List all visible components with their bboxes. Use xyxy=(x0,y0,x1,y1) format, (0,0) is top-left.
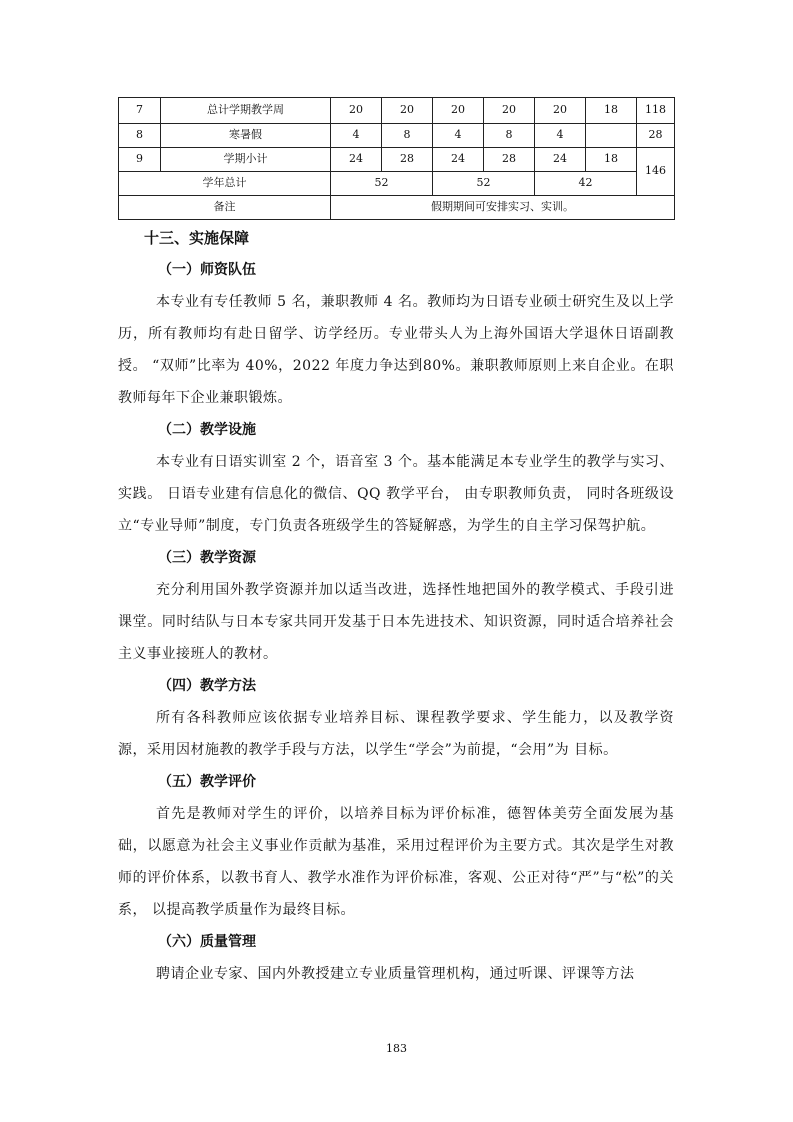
subsection-title: （五）教学评价 xyxy=(158,774,256,790)
cell-value: 28 xyxy=(382,148,433,172)
subsection-title: （二）教学设施 xyxy=(158,422,256,438)
paragraph: 本专业有日语实训室 2 个，语音室 3 个。基本能满足本专业学生的教学与实习、实践。 日语专业建有信息化的微信、QQ 教学平台， 由专职教师负责， 同时各班级设立“专业导师”制度，专门负责各班级学生的答疑解惑，为学生的自主学习保驾护航。 xyxy=(118,454,674,534)
remark-label: 备注 xyxy=(119,196,331,220)
cell-value: 24 xyxy=(433,148,484,172)
row-total: 118 xyxy=(637,98,675,124)
year-total: 52 xyxy=(433,172,535,196)
subsection-title: （六）质量管理 xyxy=(158,934,256,950)
year-total: 52 xyxy=(331,172,433,196)
paragraph: 所有各科教师应该依据专业培养目标、课程教学要求、学生能力，以及教学资源，采用因材施教的教学手段与方法，以学生“学会”为前提，“会用”为 目标。 xyxy=(118,710,674,758)
cell-value: 20 xyxy=(331,98,382,124)
paragraph: 充分利用国外教学资源并加以适当改进，选择性地把国外的教学模式、手段引进课堂。同时结队与日本专家共同开发基于日本先进技术、知识资源，同时适合培养社会主义事业接班人的教材。 xyxy=(118,582,674,662)
table-row xyxy=(119,98,675,124)
cell-value: 20 xyxy=(484,98,535,124)
table-row xyxy=(119,172,675,196)
year-total-label: 学年总计 xyxy=(119,172,331,196)
cell-value: 18 xyxy=(586,98,637,124)
paragraph: 本专业有专任教师 5 名，兼职教师 4 名。教师均为日语专业硕士研究生及以上学历，所有教师均有赴日留学、访学经历。专业带头人为上海外国语大学退休日语副教授。 “双师”比率为 40%，2022 年度力争达到80%。兼职教师原则上来自企业。在职教师每年下企业兼职锻炼。 xyxy=(118,294,674,406)
row-name: 寒暑假 xyxy=(161,124,331,148)
cell-value: 4 xyxy=(535,124,586,148)
cell-value: 4 xyxy=(331,124,382,148)
row-number: 9 xyxy=(119,148,161,172)
cell-value: 20 xyxy=(535,98,586,124)
table-row xyxy=(119,148,675,172)
schedule-table xyxy=(118,97,675,220)
cell-value: 20 xyxy=(433,98,484,124)
implementation-section xyxy=(118,222,674,990)
subsection-title: （一）师资队伍 xyxy=(158,262,256,278)
grand-total: 146 xyxy=(637,148,675,196)
table-row xyxy=(119,124,675,148)
cell-value: 20 xyxy=(382,98,433,124)
cell-value xyxy=(586,124,637,148)
page-number: 183 xyxy=(386,1042,407,1055)
cell-value: 18 xyxy=(586,148,637,172)
cell-value: 24 xyxy=(535,148,586,172)
cell-value: 8 xyxy=(382,124,433,148)
year-total: 42 xyxy=(535,172,637,196)
cell-value: 8 xyxy=(484,124,535,148)
remark-text: 假期期间可安排实习、实训。 xyxy=(331,196,675,220)
table-row xyxy=(119,196,675,220)
row-number: 7 xyxy=(119,98,161,124)
section-title: 十三、实施保障 xyxy=(144,229,250,247)
subsection-title: （三）教学资源 xyxy=(158,550,256,566)
row-name: 学期小计 xyxy=(161,148,331,172)
row-name: 总计学期教学周 xyxy=(161,98,331,124)
row-number: 8 xyxy=(119,124,161,148)
cell-value: 4 xyxy=(433,124,484,148)
subsection-title: （四）教学方法 xyxy=(158,678,256,694)
cell-value: 24 xyxy=(331,148,382,172)
paragraph: 首先是教师对学生的评价，以培养目标为评价标准，德智体美劳全面发展为基础，以愿意为社会主义事业作贡献为基准，采用过程评价为主要方式。其次是学生对教师的评价体系，以教书育人、教学水准作为评价标准，客观、公正对待“严”与“松”的关系， 以提高教学质量作为最终目标。 xyxy=(118,806,674,918)
cell-value: 28 xyxy=(484,148,535,172)
row-total: 28 xyxy=(637,124,675,148)
paragraph: 聘请企业专家、国内外教授建立专业质量管理机构，通过听课、评课等方法 xyxy=(156,966,635,982)
